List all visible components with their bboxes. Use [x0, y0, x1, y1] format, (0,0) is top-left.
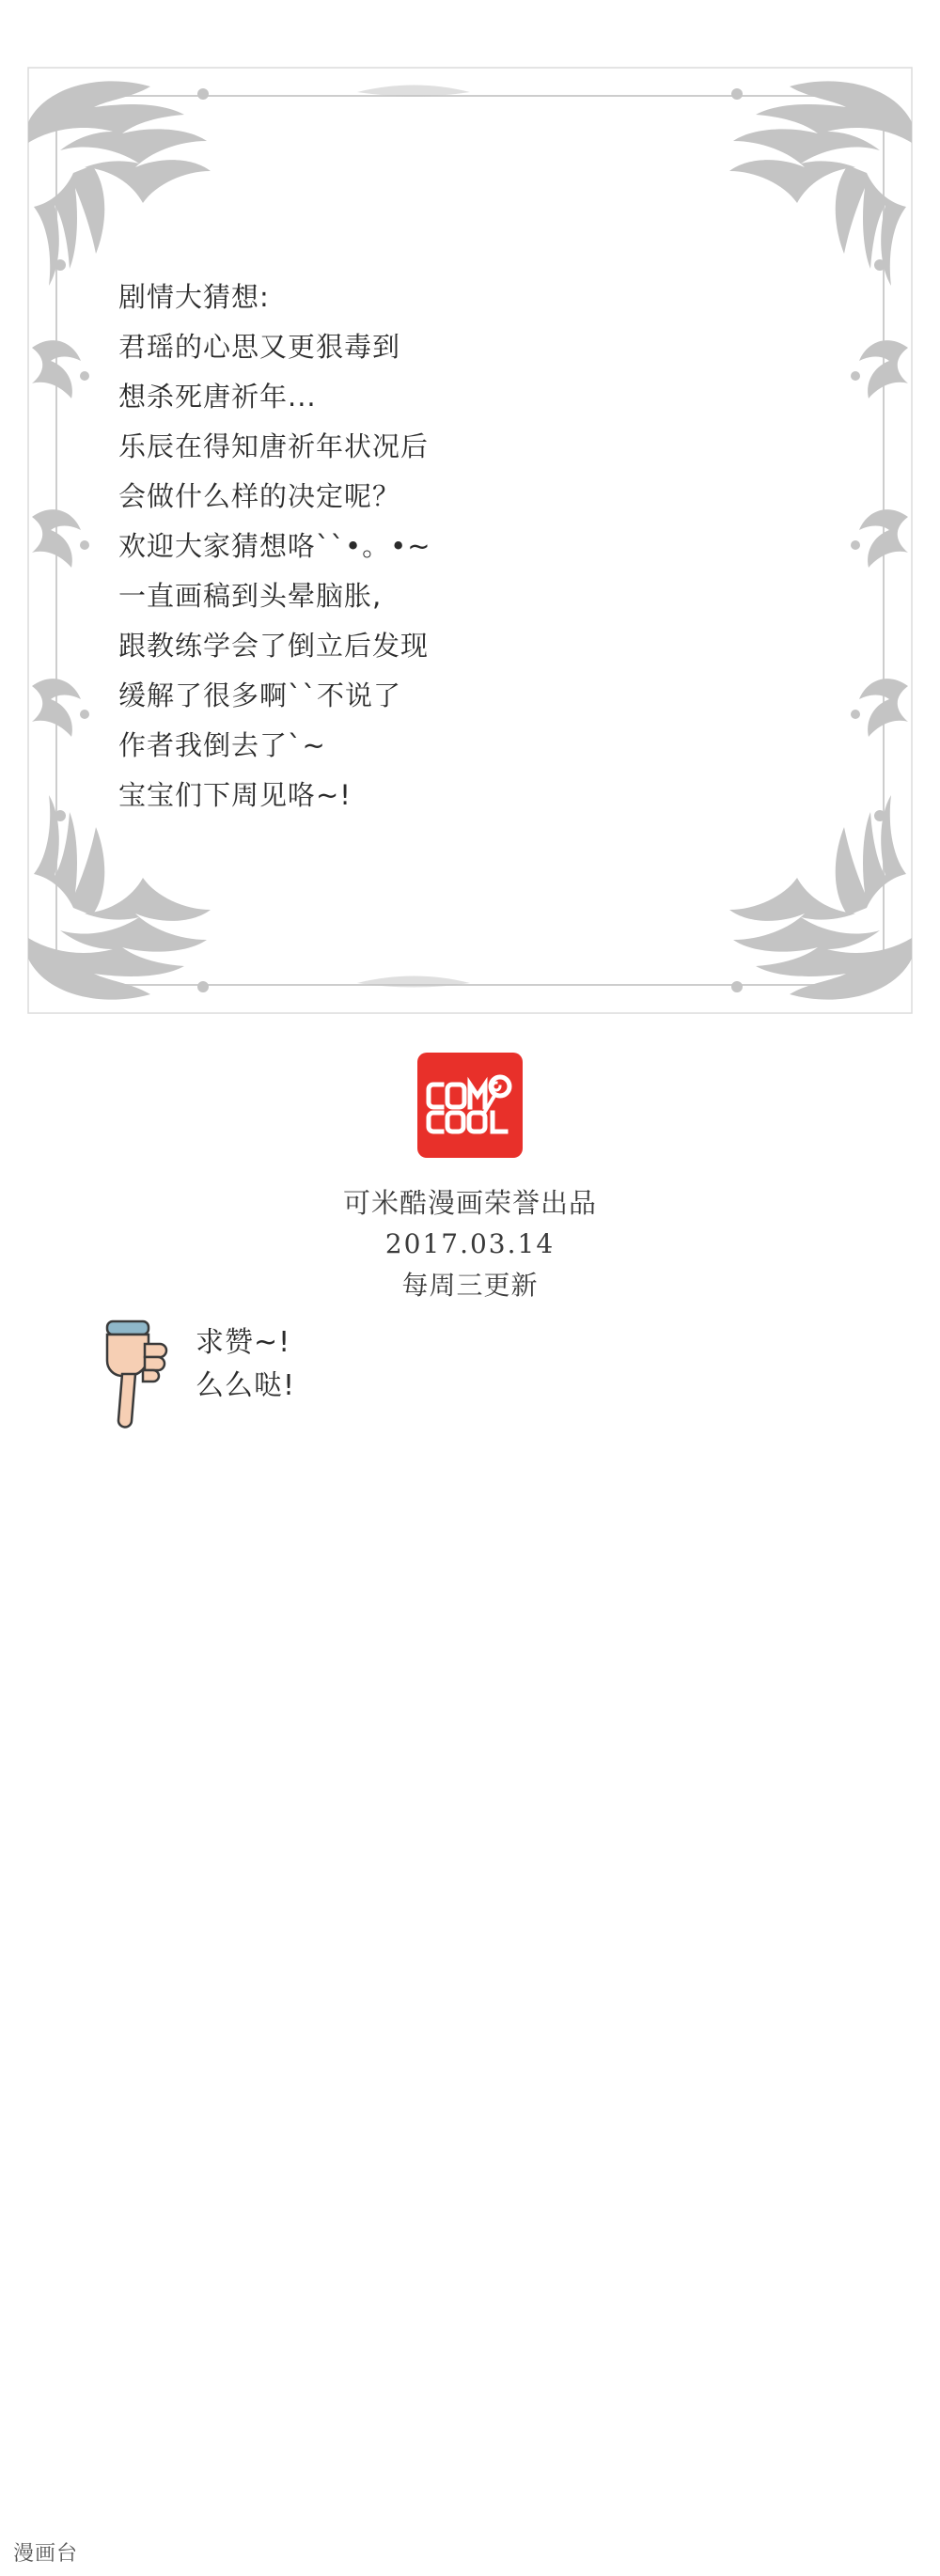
- like-prompt: [94, 1316, 564, 1447]
- pointing-hand-icon: [94, 1316, 179, 1438]
- site-watermark: 漫画台: [13, 2542, 79, 2566]
- credits: [0, 1182, 940, 1306]
- note-line: 乐辰在得知唐祈年状况后: [118, 430, 430, 462]
- note-line: 剧情大猜想:: [118, 281, 270, 313]
- author-note: [118, 273, 776, 820]
- publisher-text: 可米酷漫画荣誉出品: [342, 1187, 597, 1219]
- note-line: 跟教练学会了倒立后发现: [118, 630, 430, 662]
- release-date: 2017.03.14: [384, 1228, 556, 1259]
- note-line: 欢迎大家猜想咯``•。•~: [118, 530, 431, 562]
- note-line: 作者我倒去了`~: [118, 729, 326, 761]
- like-text: [196, 1321, 295, 1408]
- like-line-1: 求赞~!: [196, 1326, 291, 1359]
- note-line: 缓解了很多啊``不说了: [118, 679, 402, 711]
- comicool-logo-icon: [417, 1053, 523, 1158]
- note-line: 君瑶的心思又更狠毒到: [118, 331, 401, 363]
- note-line: 一直画稿到头晕脑胀,: [118, 580, 383, 612]
- update-schedule: 每周三更新: [401, 1270, 539, 1301]
- comicool-logo: [417, 1053, 523, 1158]
- note-line: 会做什么样的决定呢？: [118, 480, 401, 512]
- note-line: 想杀死唐祈年...: [118, 381, 317, 413]
- logo-area: [0, 1053, 940, 1163]
- like-line-2: 么么哒!: [196, 1369, 296, 1402]
- note-line: 宝宝们下周见咯~!: [118, 779, 352, 811]
